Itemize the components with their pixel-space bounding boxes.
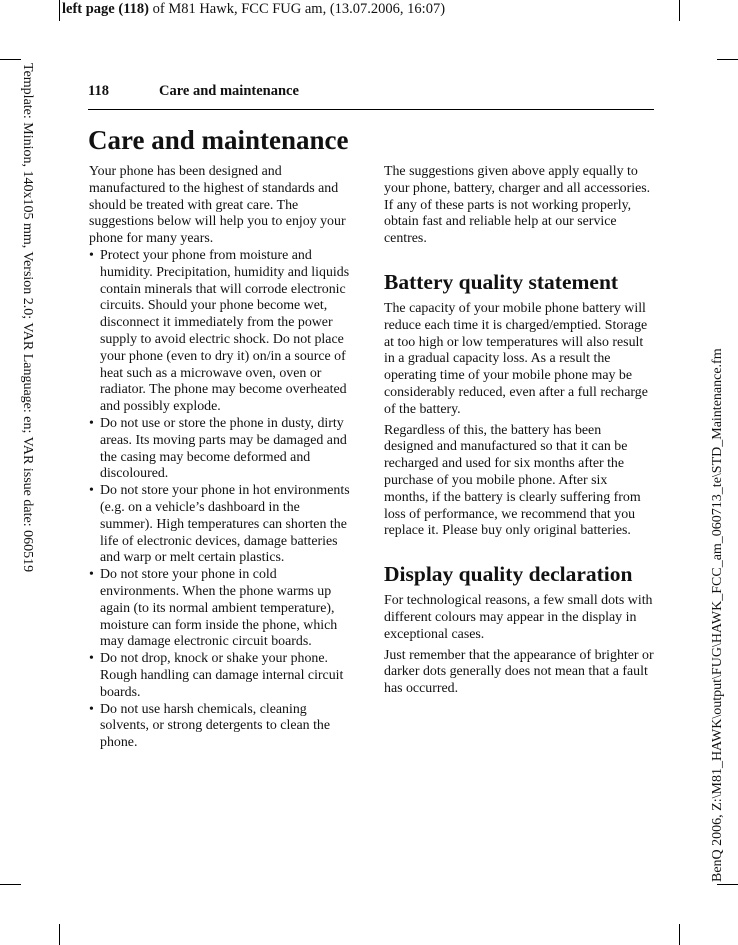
list-item: • Do not use harsh chemicals, cleaning solvents, or strong detergents to clean the phone. bbox=[89, 702, 353, 752]
accessories-paragraph: The suggestions given above apply equally to your phone, battery, charger and all accessories. If any of these parts is not working properly, obtain fast and reliable help at our service centres. bbox=[384, 164, 651, 247]
print-header-info: of M81 Hawk, FCC FUG am, (13.07.2006, 16:07) bbox=[148, 1, 446, 17]
template-info-text: Template: Minion, 140x105 mm, Version 2.0; VAR Language: en; VAR issue date: 060519 bbox=[20, 63, 35, 573]
display-paragraph: For technological reasons, a few small dots with different colours may appear in the display in exceptional cases. bbox=[384, 593, 653, 642]
battery-paragraph: The capacity of your mobile phone battery will reduce each time it is charged/emptied. Storage at too high or low temperatures will also result in a gradual capacity loss. As a result the operating time of your mobile phone may be considerably reduced, even after a full recharge of the battery. bbox=[384, 300, 648, 417]
running-head-section: Care and maintenance bbox=[159, 83, 299, 99]
list-item: • Do not use or store the phone in dusty, dirty areas. Its moving parts may be damaged and the casing may become deformed and discoloured. bbox=[89, 416, 353, 483]
page-title: Care and maintenance bbox=[88, 125, 349, 155]
care-tips-list bbox=[89, 248, 353, 752]
print-header-page: left page (118) bbox=[62, 1, 149, 17]
running-head bbox=[88, 83, 654, 110]
right-column bbox=[384, 164, 654, 698]
crop-mark bbox=[679, 924, 680, 945]
list-item: • Do not drop, knock or shake your phone. Rough handling can damage internal circuit boards. bbox=[89, 651, 353, 701]
crop-mark bbox=[59, 924, 60, 945]
crop-mark bbox=[0, 884, 21, 885]
file-path-info bbox=[709, 239, 727, 882]
print-header bbox=[62, 1, 445, 18]
list-item: • Do not store your phone in hot environments (e.g. on a vehicle’s dashboard in the summer). High temperatures can shorten the life of electronic devices, damage batteries and warp or melt certain plastics. bbox=[89, 483, 353, 567]
crop-mark bbox=[59, 0, 60, 21]
battery-paragraph: Regardless of this, the battery has been designed and manufactured so that it can be recharged and used for six months after the purchase of you mobile phone. After six months, if the battery is clearly suffering from loss of performance, we recommend that you replace it. Please buy only original batteries. bbox=[384, 422, 641, 539]
list-item: • Protect your phone from moisture and humidity. Precipitation, humidity and liquids contain minerals that will corrode electronic circuits. Should your phone become wet, disconnect it immediately from the power supply to avoid electric shock. Do not place your phone (even to dry it) on/in a source of heat such as a microwave oven, oven or radiator. The phone may become overheated and possibly explode. bbox=[89, 248, 353, 416]
file-path-text: BenQ 2006, Z:\M81_HAWK\output\FUG\HAWK_FCC_am_060713_te\STD_Maintenance.fm bbox=[710, 348, 725, 882]
display-paragraph: Just remember that the appearance of brighter or darker dots generally does not mean that a fault has occurred. bbox=[384, 647, 654, 697]
display-heading: Display quality declaration bbox=[384, 562, 633, 587]
crop-mark bbox=[0, 59, 21, 60]
intro-paragraph: Your phone has been designed and manufactured to the highest of standards and should be treated with great care. The suggestions below will help you to enjoy your phone for many years. bbox=[89, 164, 346, 247]
crop-mark bbox=[679, 0, 680, 21]
page-number: 118 bbox=[88, 83, 109, 99]
template-info bbox=[18, 63, 36, 668]
crop-mark bbox=[717, 59, 738, 60]
list-item: • Do not store your phone in cold environments. When the phone warms up again (to its normal ambient temperature), moisture can form inside the phone, which may damage electronic circuit boards. bbox=[89, 567, 353, 651]
battery-heading: Battery quality statement bbox=[384, 269, 619, 294]
crop-mark bbox=[717, 884, 738, 885]
left-column bbox=[89, 164, 353, 752]
